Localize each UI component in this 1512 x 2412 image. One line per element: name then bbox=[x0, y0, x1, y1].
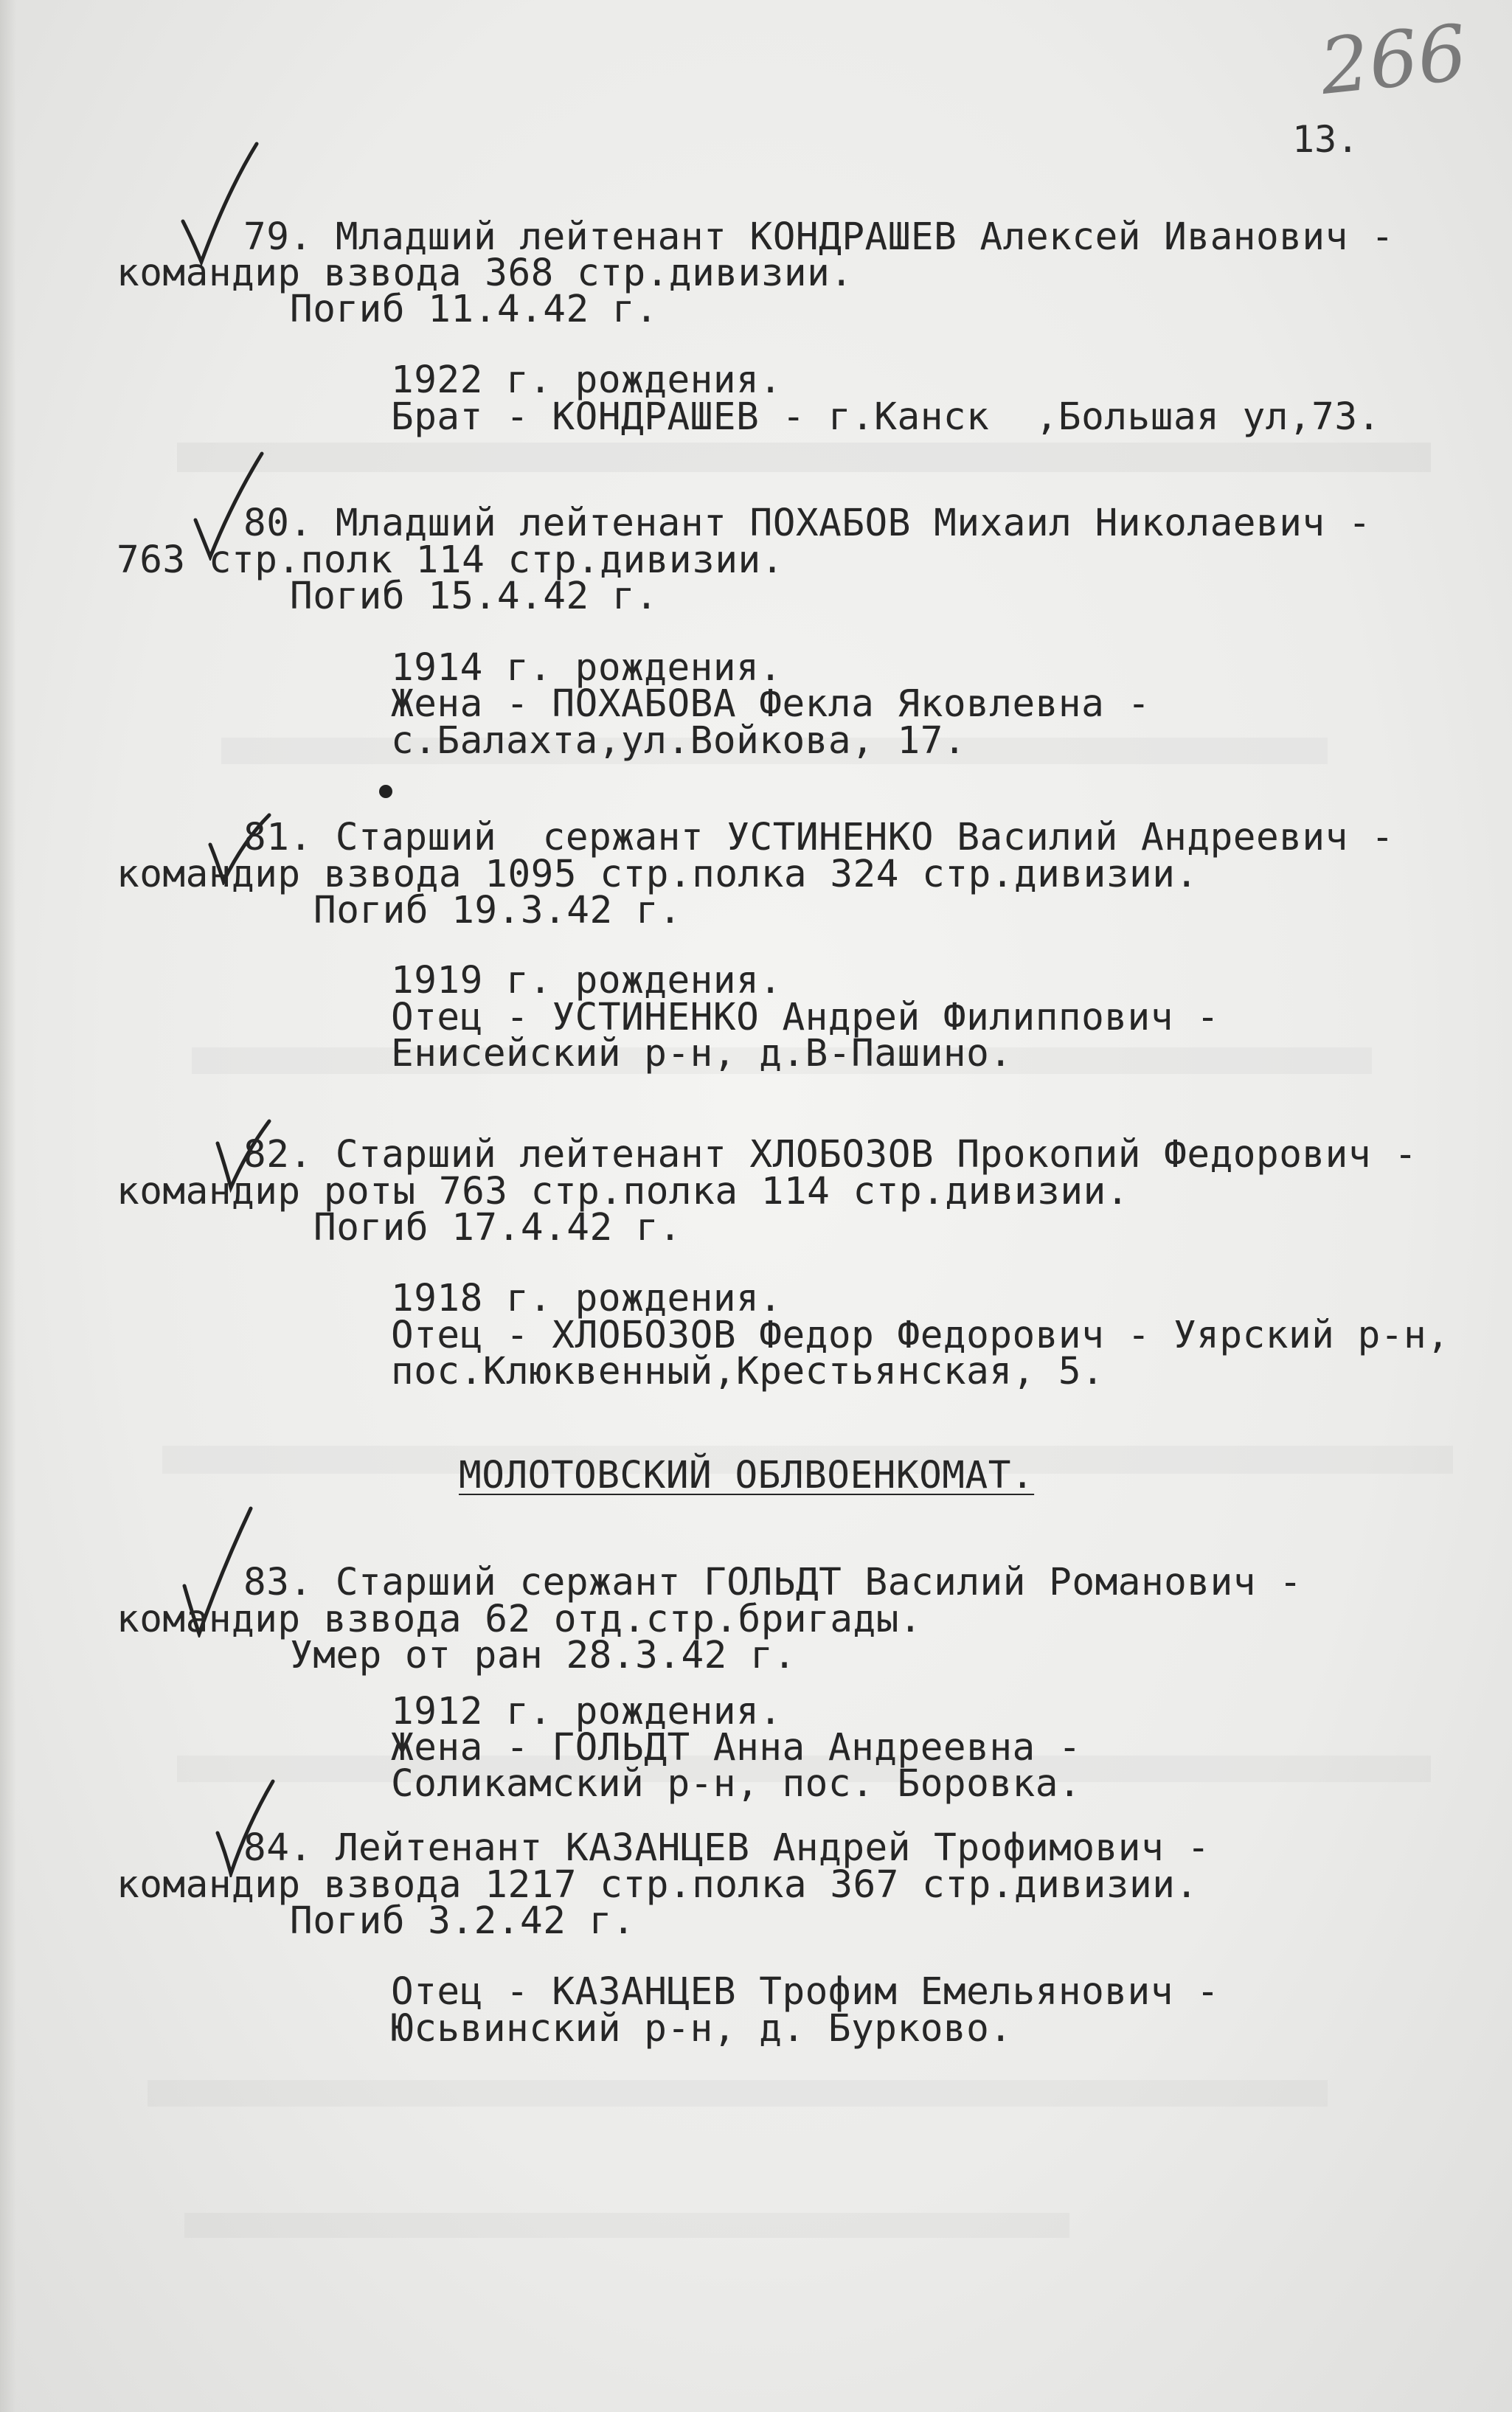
entry-84-detail2: Отец - КАЗАНЦЕВ Трофим Емельянович - bbox=[391, 1970, 1220, 2014]
bleed-through-mark bbox=[177, 443, 1431, 472]
entry-82-line3: Погиб 17.4.42 г. bbox=[313, 1206, 682, 1250]
entry-84-line3: Погиб 3.2.42 г. bbox=[290, 1899, 636, 1943]
bleed-through-mark bbox=[148, 2080, 1328, 2107]
entry-84-line2: командир взвода 1217 стр.полка 367 стр.дивизии. bbox=[117, 1863, 1199, 1907]
entry-81-detail2: Отец - УСТИНЕНКО Андрей Филиппович - bbox=[391, 996, 1220, 1039]
bleed-through-mark bbox=[184, 2213, 1069, 2238]
entry-81-detail3: Енисейский р-н, д.В-Пашино. bbox=[391, 1032, 1013, 1075]
section-heading: МОЛОТОВСКИЙ ОБЛВОЕНКОМАТ. bbox=[459, 1454, 1035, 1497]
entry-80-detail1: 1914 г. рождения. bbox=[391, 646, 783, 690]
handwritten-folio-number: 266 bbox=[1316, 7, 1471, 113]
entry-84-line1: 84. Лейтенант КАЗАНЦЕВ Андрей Трофимович - bbox=[243, 1826, 1210, 1870]
entry-80-detail3: с.Балахта,ул.Войкова, 17. bbox=[391, 719, 967, 763]
entry-84-detail3: Юсьвинский р-н, д. Бурково. bbox=[391, 2007, 1013, 2051]
entry-83-line2: командир взвода 62 отд.стр.бригады. bbox=[117, 1598, 923, 1641]
entry-83-line3: Умер от ран 28.3.42 г. bbox=[290, 1634, 797, 1677]
entry-81-detail1: 1919 г. рождения. bbox=[391, 959, 783, 1002]
page-number: 13. bbox=[1292, 118, 1359, 161]
entry-83-line1: 83. Старший сержант ГОЛЬДТ Василий Романович - bbox=[243, 1561, 1303, 1604]
entry-80-detail2: Жена - ПОХАБОВА Фекла Яковлевна - bbox=[391, 682, 1151, 726]
entry-82-line1: 82. Старший лейтенант ХЛОБОЗОВ Прокопий Федорович - bbox=[243, 1133, 1418, 1176]
entry-83-detail2: Жена - ГОЛЬДТ Анна Андреевна - bbox=[391, 1726, 1082, 1770]
entry-81-line3: Погиб 19.3.42 г. bbox=[313, 889, 682, 932]
entry-82-detail1: 1918 г. рождения. bbox=[391, 1277, 783, 1320]
entry-82-detail3: пос.Клюквенный,Крестьянская, 5. bbox=[391, 1350, 1105, 1393]
entry-80-line3: Погиб 15.4.42 г. bbox=[290, 575, 659, 618]
entry-81-line2: командир взвода 1095 стр.полка 324 стр.дивизии. bbox=[117, 853, 1199, 896]
entry-80-line1: 80. Младший лейтенант ПОХАБОВ Михаил Николаевич - bbox=[243, 502, 1372, 545]
entry-80-line2: 763 стр.полк 114 стр.дивизии. bbox=[117, 538, 784, 582]
entry-79-line3: Погиб 11.4.42 г. bbox=[290, 288, 659, 331]
entry-79-line1: 79. Младший лейтенант КОНДРАШЕВ Алексей Иванович - bbox=[243, 215, 1395, 259]
entry-79-line2: командир взвода 368 стр.дивизии. bbox=[117, 252, 853, 295]
entry-79-detail2: Брат - КОНДРАШЕВ - г.Канск ,Большая ул,73. bbox=[391, 395, 1381, 439]
entry-83-detail1: 1912 г. рождения. bbox=[391, 1690, 783, 1733]
page-edge-shadow bbox=[0, 0, 16, 2412]
entry-83-detail3: Соликамский р-н, пос. Боровка. bbox=[391, 1762, 1082, 1806]
entry-82-line2: командир роты 763 стр.полка 114 стр.дивизии. bbox=[117, 1170, 1130, 1213]
entry-82-detail2: Отец - ХЛОБОЗОВ Федор Федорович - Уярский р-н, bbox=[391, 1314, 1450, 1357]
ink-dot bbox=[379, 785, 392, 798]
entry-79-detail1: 1922 г. рождения. bbox=[391, 358, 783, 402]
entry-81-line1: 81. Старший сержант УСТИНЕНКО Василий Андреевич - bbox=[243, 816, 1395, 859]
